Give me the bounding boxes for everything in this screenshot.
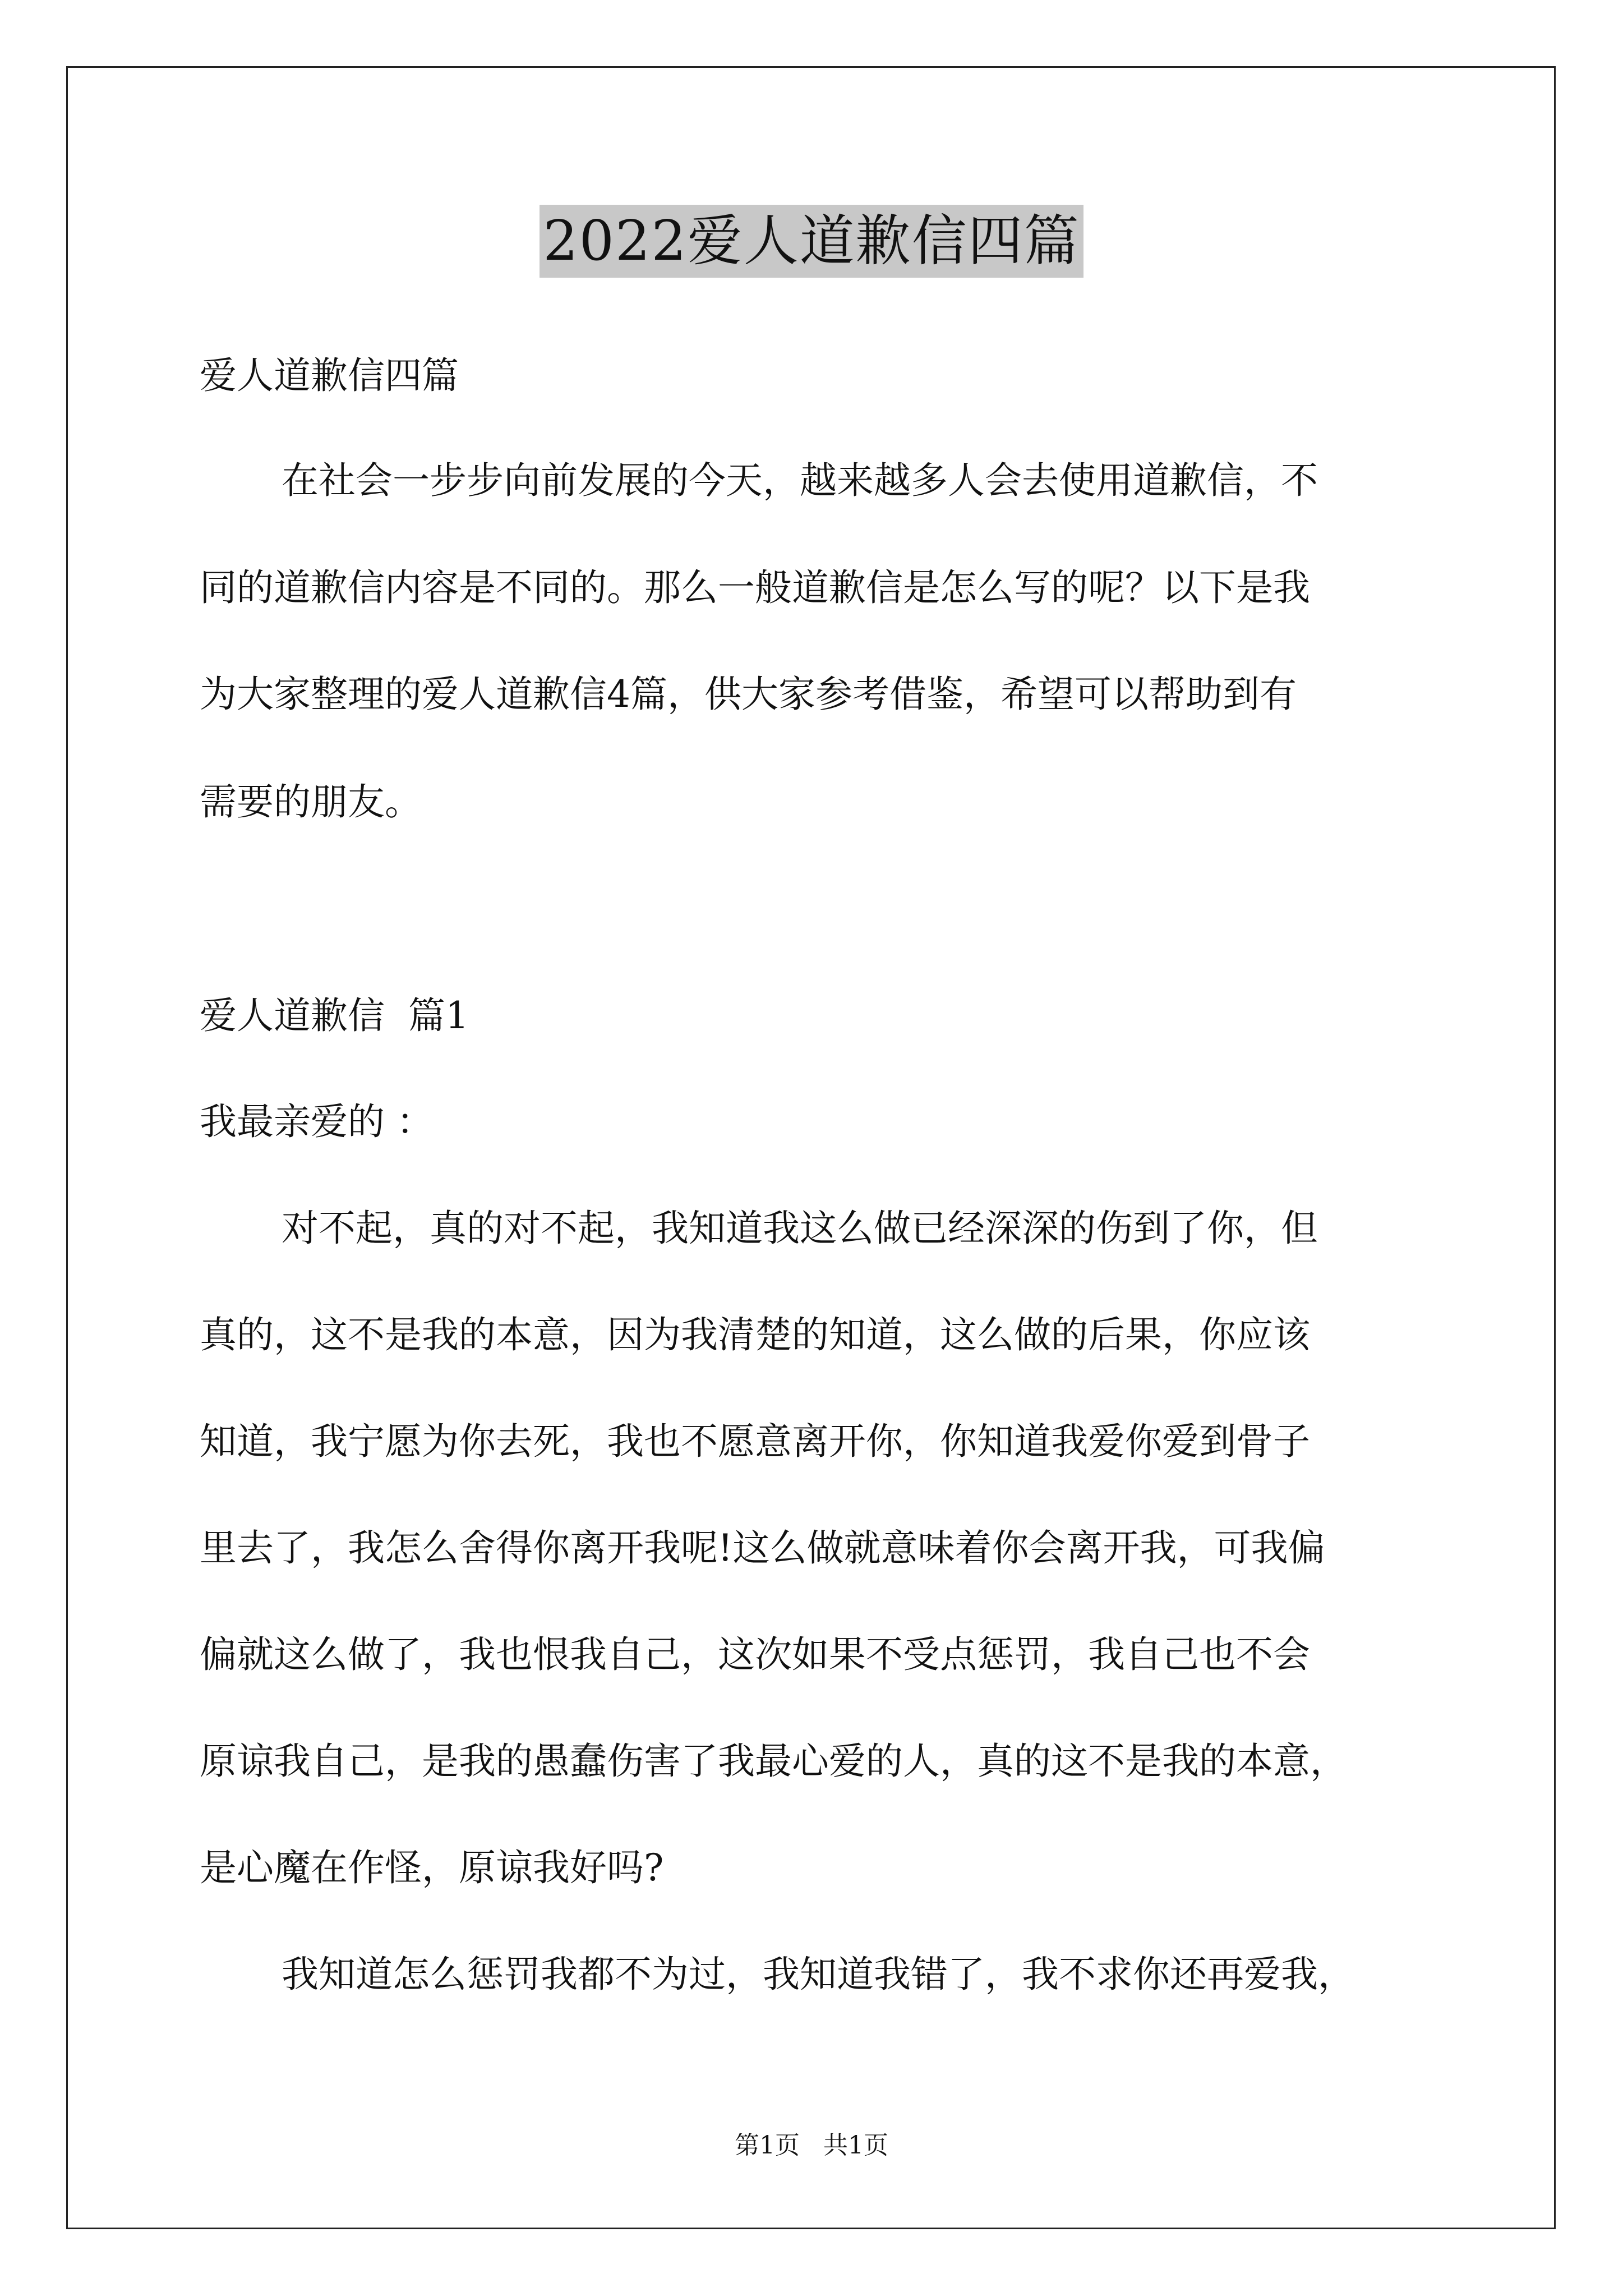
paragraph-line: 原谅我自己，是我的愚蠢伤害了我最心爱的人，真的这不是我的本意， — [200, 1740, 1347, 1783]
paragraph-line: 偏就这么做了，我也恨我自己，这次如果不受点惩罚，我自己也不会 — [200, 1633, 1310, 1676]
paragraph-line: 知道，我宁愿为你去死，我也不愿意离开你，你知道我爱你爱到骨子 — [200, 1420, 1310, 1463]
section-heading: 爱人道歉信 篇1 — [200, 994, 469, 1037]
intro-line: 同的道歉信内容是不同的。那么一般道歉信是怎么写的呢？以下是我 — [200, 566, 1310, 609]
paragraph-line: 我知道怎么惩罚我都不为过，我知道我错了，我不求你还再爱我， — [282, 1953, 1355, 1996]
intro-line: 为大家整理的爱人道歉信4篇，供大家参考借鉴，希望可以帮助到有 — [200, 673, 1297, 716]
paragraph-line: 真的，这不是我的本意，因为我清楚的知道，这么做的后果，你应该 — [200, 1313, 1310, 1356]
intro-line: 需要的朋友。 — [200, 780, 422, 823]
paragraph-line: 对不起，真的对不起，我知道我这么做已经深深的伤到了你，但 — [282, 1207, 1318, 1250]
page-footer: 第1页 共1页 — [735, 2131, 888, 2160]
document-subtitle: 爱人道歉信四篇 — [200, 354, 459, 397]
paragraph-line: 里去了，我怎么舍得你离开我呢!这么做就意味着你会离开我，可我偏 — [200, 1526, 1325, 1570]
intro-line: 在社会一步步向前发展的今天，越来越多人会去使用道歉信，不 — [282, 459, 1318, 502]
title-container — [0, 205, 1623, 278]
salutation: 我最亲爱的 ： — [200, 1100, 434, 1143]
paragraph-line: 是心魔在作怪，原谅我好吗? — [200, 1846, 664, 1889]
document-title: 2022爱人道歉信四篇 — [540, 205, 1083, 278]
